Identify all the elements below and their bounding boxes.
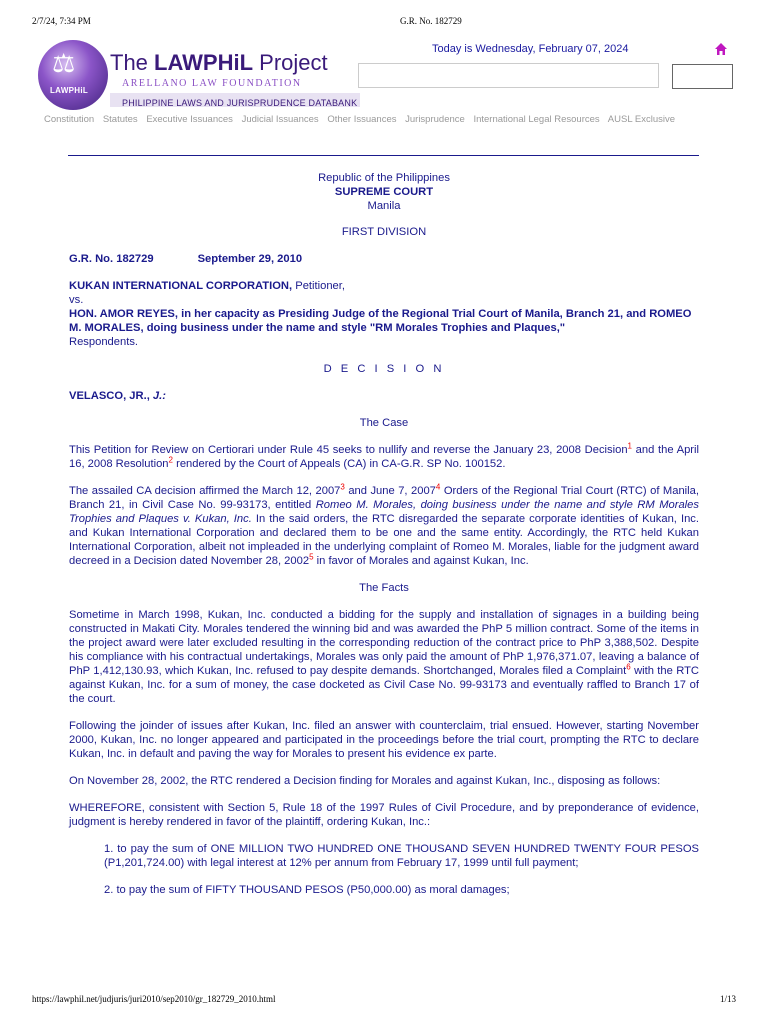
- site-title: The LAWPHiL Project: [110, 50, 328, 75]
- nav-jurisprudence[interactable]: Jurisprudence: [405, 114, 465, 125]
- footnote-3-link[interactable]: 3: [340, 482, 345, 492]
- dispositive-item-1: 1. to pay the sum of ONE MILLION TWO HUNDRED ONE THOUSAND SEVEN HUNDRED TWENTY FOUR PESOS (P1,201,724.00) with legal interest at 12% per annum from February 17, 1999 until full payment;: [104, 843, 699, 869]
- print-page-number: 1/13: [719, 994, 736, 1004]
- print-footer: [32, 994, 736, 1004]
- site-logo[interactable]: [38, 40, 358, 112]
- heading-the-case: The Case: [359, 417, 409, 429]
- main-nav: [44, 114, 681, 125]
- versus: vs.: [69, 294, 84, 306]
- nav-statutes[interactable]: Statutes: [102, 114, 138, 125]
- nav-other-issuances[interactable]: Other Issuances: [327, 114, 397, 125]
- nav-international-legal-resources[interactable]: International Legal Resources: [473, 114, 600, 125]
- logo-emblem-text: LAWPHiL: [50, 86, 89, 95]
- print-datetime: 2/7/24, 7:34 PM: [32, 16, 91, 26]
- paragraph-1: This Petition for Review on Certiorari under Rule 45 seeks to nullify and reverse the January 23, 2008 Decision$^1$ and the April 16, 2008 Resolution$^2$ rendered by the Court of Appeals (CA) in CA-G.R. SP No. 100152.: [69, 441, 699, 470]
- scales-of-justice-icon: ⚖: [52, 48, 76, 78]
- paragraph-4: Following the joinder of issues after Kukan, Inc. filed an answer with counterclaim, trial ensued. However, starting November 2000, Kukan, Inc. no longer appeared and participated in the proceedings before the trial court, prompting the RTC to declare Kukan, Inc. in default and paving the way for Morales to present his evidence ex parte.: [69, 720, 699, 760]
- court-name: SUPREME COURT: [334, 186, 434, 198]
- court-city: Manila: [367, 200, 401, 212]
- respondents-role: Respondents.: [69, 336, 139, 348]
- division: FIRST DIVISION: [341, 226, 427, 238]
- ponente: VELASCO, JR., J.:: [69, 390, 166, 402]
- nav-judicial-issuances[interactable]: Judicial Issuances: [241, 114, 319, 125]
- print-title: G.R. No. 182729: [400, 16, 462, 26]
- decision-document: [69, 171, 699, 897]
- today-date: Today is Wednesday, February 07, 2024: [432, 43, 629, 55]
- site-band: PHILIPPINE LAWS AND JURISPRUDENCE DATABANK: [110, 93, 360, 107]
- logo-emblem: [38, 40, 108, 110]
- site-subtitle: ARELLANO LAW FOUNDATION: [122, 78, 302, 89]
- republic-line: Republic of the Philippines: [318, 172, 450, 184]
- paragraph-6: WHEREFORE, consistent with Section 5, Rule 18 of the 1997 Rules of Civil Procedure, and by preponderance of evidence, judgment is hereby rendered in favor of the plaintiff, ordering Kukan, Inc.:: [69, 802, 699, 828]
- heading-the-facts: The Facts: [359, 582, 409, 594]
- petitioner-line: KUKAN INTERNATIONAL CORPORATION, Petitioner,: [69, 280, 345, 292]
- footnote-1-link[interactable]: 1: [627, 441, 632, 451]
- nav-ausl-exclusive[interactable]: AUSL Exclusive: [607, 114, 676, 125]
- paragraph-2: The assailed CA decision affirmed the March 12, 2007$^3$ and June 7, 2007$^4$ Orders of the Regional Trial Court (RTC) of Manila, Branch 21, in Civil Case No. 99-93173, entitled Romeo M. Morales, doing business under the name and style RM Morales Trophies and Plaques v. Kukan, Inc. In the said orders, the RTC disregarded the separate corporate identities of Kukan, Inc. and Kukan International Corporation and declared them to be one and the same entity. Accordingly, the RTC held Kukan International Corporation, albeit not impleaded in the underlying complaint of Romeo M. Morales, liable for the judgment award decreed in a Decision dated November 28, 2002$^5$ in favor of Morales and against Kukan, Inc.: [69, 482, 699, 567]
- decision-heading: D E C I S I O N: [323, 363, 445, 375]
- search-button[interactable]: [672, 64, 733, 89]
- footnote-2-link[interactable]: 2: [168, 455, 173, 465]
- nav-executive-issuances[interactable]: Executive Issuances: [146, 114, 233, 125]
- nav-constitution[interactable]: Constitution: [44, 114, 95, 125]
- case-date: September 29, 2010: [197, 253, 303, 265]
- paragraph-5: On November 28, 2002, the RTC rendered a Decision finding for Morales and against Kukan, Inc., disposing as follows:: [69, 775, 661, 787]
- header-divider: [68, 155, 699, 156]
- footnote-6-link[interactable]: 6: [626, 662, 631, 672]
- respondents: HON. AMOR REYES, in her capacity as Presiding Judge of the Regional Trial Court of Manila, Branch 21, and ROMEO M. MORALES, doing business under the name and style "RM Morales Trophies and Plaques,": [69, 308, 692, 334]
- case-heading: [69, 252, 699, 266]
- dispositive-item-2: 2. to pay the sum of FIFTY THOUSAND PESOS (P50,000.00) as moral damages;: [104, 884, 510, 896]
- search-input[interactable]: [358, 63, 659, 88]
- footnote-5-link[interactable]: 5: [309, 552, 314, 562]
- footnote-4-link[interactable]: 4: [435, 482, 441, 492]
- print-url: https://lawphil.net/judjuris/juri2010/sep2010/gr_182729_2010.html: [32, 994, 276, 1004]
- case-number: G.R. No. 182729: [69, 253, 154, 265]
- home-icon[interactable]: [714, 42, 728, 56]
- paragraph-3: Sometime in March 1998, Kukan, Inc. conducted a bidding for the supply and installation of signages in a building being constructed in Makati City. Morales tendered the winning bid and was awarded the PhP 5 million contract. Some of the items in the project award were later excluded resulting in the corresponding reduction of the contract price to PhP 3,388,502. Despite his compliance with his contractual undertakings, Morales was only paid the amount of PhP 1,976,371.07, leaving a balance of PhP 1,412,130.93, which Kukan, Inc. refused to pay despite demands. Shortchanged, Morales filed a Complaint$^6$ with the RTC against Kukan, Inc. for a sum of money, the case docketed as Civil Case No. 99-93173 and eventually raffled to Branch 17 of the court.: [69, 609, 699, 705]
